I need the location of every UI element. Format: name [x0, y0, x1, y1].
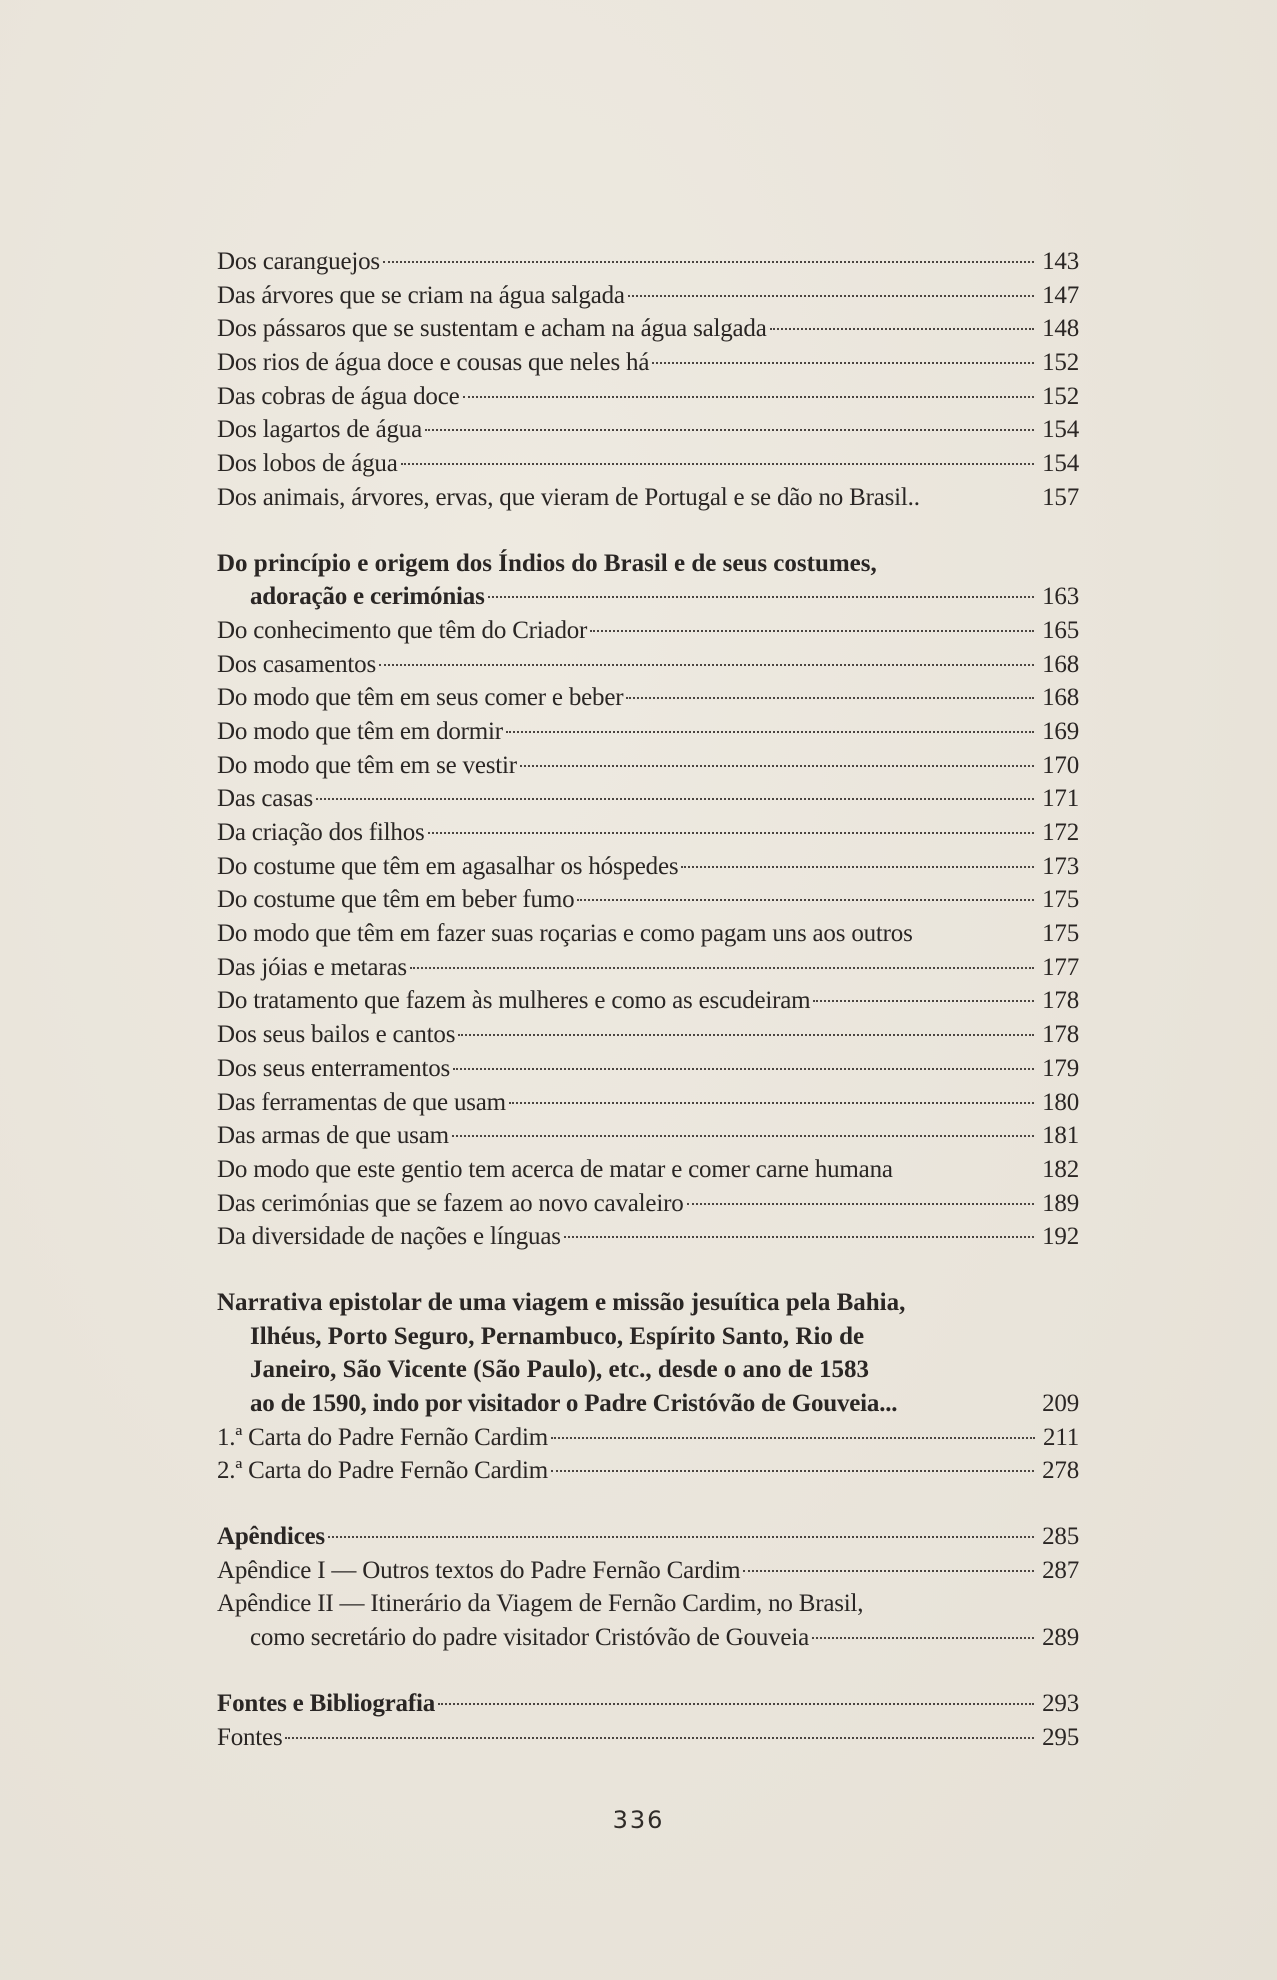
toc-entry-page: 175	[1042, 920, 1079, 948]
leader-dots	[590, 630, 1034, 632]
leader-dots	[812, 1637, 1034, 1639]
toc-entry	[217, 1187, 1079, 1221]
toc-entry	[217, 481, 1079, 515]
toc-entry-page: 147	[1042, 281, 1079, 309]
leader-dots	[401, 463, 1034, 465]
toc-entry-page: 157	[1042, 483, 1079, 511]
toc-entry	[217, 782, 1079, 816]
section-heading: Narrativa epistolar de uma viagem e missão jesuítica pela Bahia,	[217, 1288, 906, 1316]
leader-dots	[458, 1034, 1034, 1036]
toc-entry-page: 170	[1042, 751, 1079, 779]
leader-dots	[463, 396, 1035, 398]
leader-dots	[628, 295, 1034, 297]
toc-entry	[217, 1621, 1079, 1655]
toc-entry-title: Apêndice I — Outros textos do Padre Fernão Cardim	[217, 1556, 741, 1584]
toc-entry-title: Das cerimónias que se fazem ao novo cavaleiro	[217, 1189, 684, 1217]
section-gap	[217, 1655, 1079, 1687]
toc-entry	[217, 850, 1079, 884]
toc-entry	[217, 380, 1079, 414]
toc-entry-page: 295	[1042, 1723, 1079, 1751]
toc-entry-title: Do costume que têm em beber fumo	[217, 886, 575, 914]
toc-entry-title: Dos pássaros que se sustentam e acham na água salgada	[217, 315, 767, 343]
leader-dots	[813, 1000, 1034, 1002]
toc-entry-page: 152	[1042, 349, 1079, 377]
section-heading: Ilhéus, Porto Seguro, Pernambuco, Espírito Santo, Rio de	[250, 1322, 865, 1350]
toc-entry	[217, 413, 1079, 447]
leader-dots	[509, 1102, 1034, 1104]
toc-entry-page: 180	[1042, 1088, 1079, 1116]
toc-entry-page: 182	[1042, 1155, 1079, 1183]
toc-entry-page: 173	[1042, 852, 1079, 880]
section-heading-title: ao de 1590, indo por visitador o Padre Cristóvão de Gouveia...	[250, 1390, 898, 1417]
toc-entry-title: Do tratamento que fazem às mulheres e como as escudeiram	[217, 987, 811, 1015]
toc-entry	[217, 614, 1079, 648]
toc-entry-title: Do modo que têm em fazer suas roçarias e como pagam uns aos outros	[217, 920, 913, 948]
toc-entry-page: 143	[1042, 248, 1079, 275]
toc-entry-page: 209	[1042, 1390, 1079, 1417]
toc-entry	[217, 1721, 1079, 1755]
leader-dots	[328, 1536, 1034, 1538]
toc-entry-page: 169	[1042, 717, 1079, 745]
section-gap	[217, 515, 1079, 547]
toc-entry-page: 178	[1042, 1021, 1079, 1049]
toc-entry	[217, 648, 1079, 682]
toc-entry-title: Das ferramentas de que usam	[217, 1088, 506, 1116]
toc-entry-title: Dos animais, árvores, ervas, que vieram de Portugal e se dão no Brasil..	[217, 483, 920, 511]
toc-entry-title: Dos caranguejos	[217, 248, 380, 275]
toc-entry-title: Da diversidade de nações e línguas	[217, 1223, 561, 1251]
section-heading-entry	[217, 1687, 1079, 1721]
leader-dots	[316, 798, 1034, 800]
leader-dots	[425, 429, 1034, 431]
leader-dots	[285, 1737, 1034, 1739]
toc-entry	[217, 883, 1079, 917]
leader-dots	[383, 261, 1034, 263]
toc-entry-page: 148	[1042, 315, 1079, 343]
toc-entry-title: Das casas	[217, 785, 314, 813]
toc-entry-title: Apêndice II — Itinerário da Viagem de Fernão Cardim, no Brasil,	[217, 1590, 864, 1618]
leader-dots	[564, 1236, 1034, 1238]
section-gap	[217, 1254, 1079, 1286]
toc-entry-title: Dos lagartos de água	[217, 416, 422, 444]
page-number: 336	[612, 1806, 665, 1834]
toc-entry	[217, 1018, 1079, 1052]
toc-entry-title: Do modo que têm em dormir	[217, 717, 503, 745]
toc-entry-title: 1.ª Carta do Padre Fernão Cardim	[217, 1423, 548, 1451]
toc-entry-page: 177	[1042, 953, 1079, 981]
toc-entry-title: Do modo que este gentio tem acerca de matar e comer carne humana	[217, 1155, 893, 1183]
toc-entry-title: Das jóias e metaras	[217, 953, 407, 981]
toc-entry	[217, 346, 1079, 380]
toc-entry-line	[217, 1587, 1079, 1621]
section-heading-entry	[217, 1520, 1079, 1554]
toc-entry-page: 175	[1042, 886, 1079, 914]
toc-entry	[217, 1220, 1079, 1254]
leader-dots	[438, 1703, 1034, 1705]
toc-entry	[217, 312, 1079, 346]
leader-dots	[770, 328, 1034, 330]
toc-entry-page: 285	[1042, 1523, 1079, 1551]
toc-entry-page: 154	[1042, 450, 1079, 478]
toc-entry-page: 189	[1042, 1189, 1079, 1217]
toc-entry-page: 181	[1042, 1122, 1079, 1150]
leader-dots	[428, 832, 1035, 834]
toc-entry	[217, 279, 1079, 313]
toc-entry	[217, 951, 1079, 985]
toc-entry	[217, 1119, 1079, 1153]
toc-entry-page: 168	[1042, 650, 1079, 678]
toc-entry-page: 163	[1042, 583, 1079, 611]
section-heading: Do princípio e origem dos Índios do Brasil e de seus costumes,	[217, 549, 877, 577]
toc-entry-page: 171	[1042, 785, 1079, 813]
toc-entry-title: Dos rios de água doce e cousas que neles há	[217, 349, 650, 377]
toc-entry-title: Das cobras de água doce	[217, 382, 460, 410]
section-heading-entry	[217, 1387, 1079, 1421]
leader-dots	[410, 967, 1034, 969]
table-of-contents	[217, 245, 1079, 1754]
toc-entry-title: Das armas de que usam	[217, 1122, 449, 1150]
toc-entry	[217, 715, 1079, 749]
leader-dots	[652, 362, 1034, 364]
section-heading-title: adoração e cerimónias	[250, 583, 485, 611]
toc-entry	[217, 984, 1079, 1018]
toc-entry-page: 293	[1042, 1689, 1079, 1717]
section-heading-title: Apêndices	[217, 1523, 325, 1551]
toc-entry-page: 172	[1042, 819, 1079, 846]
toc-entry-page: 154	[1042, 416, 1079, 444]
toc-entry-title: Da criação dos filhos	[217, 819, 425, 846]
toc-entry-page: 152	[1042, 382, 1079, 410]
section-heading: Janeiro, São Vicente (São Paulo), etc., desde o ano de 1583	[250, 1356, 869, 1384]
toc-entry	[217, 1086, 1079, 1120]
leader-dots	[681, 866, 1034, 868]
toc-entry-page: 168	[1042, 684, 1079, 712]
leader-dots	[452, 1135, 1034, 1137]
section-gap	[217, 1488, 1079, 1520]
toc-entry-page: 287	[1042, 1556, 1079, 1584]
toc-entry	[217, 1421, 1079, 1455]
toc-entry	[217, 447, 1079, 481]
toc-entry	[217, 749, 1079, 783]
toc-entry-page: 289	[1042, 1624, 1079, 1652]
toc-entry	[217, 1554, 1079, 1588]
leader-dots	[577, 899, 1034, 901]
leader-dots	[520, 765, 1034, 767]
toc-entry	[217, 245, 1079, 279]
toc-entry-page: 165	[1042, 616, 1079, 644]
toc-entry-page: 278	[1042, 1457, 1079, 1485]
leader-dots	[488, 596, 1034, 598]
toc-entry-page: 178	[1042, 987, 1079, 1015]
toc-entry-title: como secretário do padre visitador Cristóvão de Gouveia	[250, 1624, 809, 1652]
toc-entry	[217, 816, 1079, 850]
leader-dots	[743, 1570, 1034, 1572]
toc-entry-title: Dos seus bailos e cantos	[217, 1021, 456, 1049]
leader-dots	[453, 1068, 1034, 1070]
toc-entry-title: Dos casamentos	[217, 650, 376, 678]
toc-entry-title: Das árvores que se criam na água salgada	[217, 281, 625, 309]
toc-entry-title: Do costume que têm em agasalhar os hóspedes	[217, 852, 679, 880]
toc-entry-page: 211	[1043, 1423, 1079, 1451]
leader-dots	[379, 664, 1034, 666]
toc-entry	[217, 1454, 1079, 1488]
toc-entry-title: Do modo que têm em seus comer e beber	[217, 684, 624, 712]
toc-entry	[217, 1052, 1079, 1086]
leader-dots	[551, 1437, 1035, 1439]
toc-entry	[217, 681, 1079, 715]
leader-dots	[687, 1203, 1035, 1205]
toc-entry	[217, 1153, 1079, 1187]
leader-dots	[551, 1470, 1034, 1472]
toc-entry-title: Fontes	[217, 1723, 283, 1751]
section-heading-entry	[217, 580, 1079, 614]
toc-entry-title: Dos lobos de água	[217, 450, 398, 478]
section-heading-title: Fontes e Bibliografia	[217, 1689, 436, 1717]
toc-entry-title: Do modo que têm em se vestir	[217, 751, 517, 779]
toc-entry-page: 179	[1042, 1054, 1079, 1082]
toc-entry	[217, 917, 1079, 951]
toc-entry-title: Dos seus enterramentos	[217, 1054, 451, 1082]
toc-entry-title: 2.ª Carta do Padre Fernão Cardim	[217, 1457, 548, 1485]
leader-dots	[506, 731, 1034, 733]
toc-entry-title: Do conhecimento que têm do Criador	[217, 616, 588, 644]
toc-entry-page: 192	[1042, 1223, 1079, 1251]
leader-dots	[626, 697, 1034, 699]
